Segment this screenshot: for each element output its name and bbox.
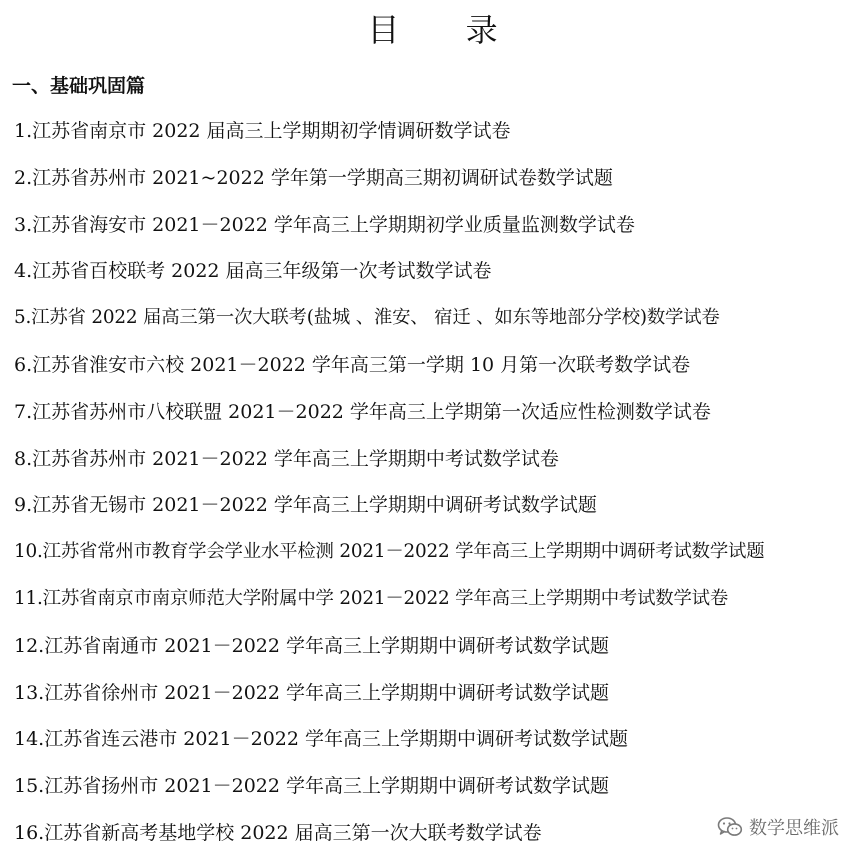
toc-item-13[interactable]: 13.江苏省徐州市 2021－2022 学年高三上学期期中调研考试数学试题: [14, 681, 610, 704]
toc-item-12[interactable]: 12.江苏省南通市 2021－2022 学年高三上学期期中调研考试数学试题: [14, 634, 610, 657]
toc-item-9[interactable]: 9.江苏省无锡市 2021－2022 学年高三上学期期中调研考试数学试题: [14, 494, 597, 517]
toc-item-10[interactable]: 10.江苏省常州市教育学会学业水平检测 2021－2022 学年高三上学期期中调研考试数学试题: [14, 541, 765, 563]
watermark: [713, 812, 843, 842]
toc-item-16[interactable]: 16.江苏省新高考基地学校 2022 届高三第一次大联考数学试卷: [14, 821, 542, 844]
toc-item-6[interactable]: 6.江苏省淮安市六校 2021－2022 学年高三第一学期 10 月第一次联考数学试卷: [14, 353, 691, 376]
toc-item-7[interactable]: 7.江苏省苏州市八校联盟 2021－2022 学年高三上学期第一次适应性检测数学试卷: [14, 400, 711, 423]
toc-list: [14, 116, 859, 865]
toc-item-2[interactable]: 2.江苏省苏州市 2021~2022 学年第一学期高三期初调研试卷数学试题: [14, 166, 613, 189]
toc-item-8[interactable]: 8.江苏省苏州市 2021－2022 学年高三上学期期中考试数学试卷: [14, 447, 559, 470]
page-title: 目 录: [367, 11, 526, 49]
toc-item-1[interactable]: 1.江苏省南京市 2022 届高三上学期期初学情调研数学试卷: [14, 120, 511, 142]
toc-item-5[interactable]: 5.江苏省 2022 届高三第一次大联考(盐城 、淮安、 宿迁 、如东等地部分学校)数学试卷: [14, 307, 720, 329]
wechat-icon: [717, 816, 743, 838]
toc-item-14[interactable]: 14.江苏省连云港市 2021－2022 学年高三上学期期中调研考试数学试题: [14, 728, 629, 751]
toc-item-3[interactable]: 3.江苏省海安市 2021－2022 学年高三上学期期初学业质量监测数学试卷: [14, 213, 635, 236]
toc-item-11[interactable]: 11.江苏省南京市南京师范大学附属中学 2021－2022 学年高三上学期期中考试数学试卷: [14, 587, 729, 609]
watermark-text: 数学思维派: [749, 818, 839, 839]
toc-item-15[interactable]: 15.江苏省扬州市 2021－2022 学年高三上学期期中调研考试数学试题: [14, 775, 610, 798]
toc-item-4[interactable]: 4.江苏省百校联考 2022 届高三年级第一次考试数学试卷: [14, 260, 492, 283]
section-heading: 一、基础巩固篇: [12, 75, 146, 97]
